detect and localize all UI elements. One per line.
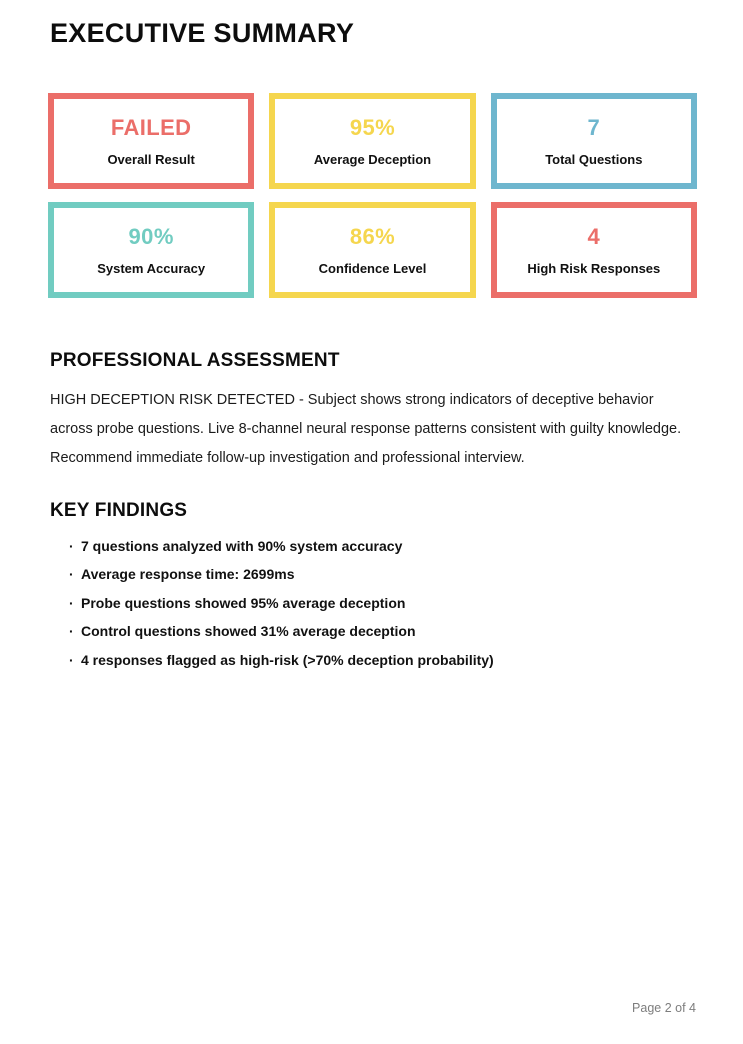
stat-card-overall-result [48, 93, 254, 189]
stat-label-system-accuracy: System Accuracy [97, 260, 206, 276]
assessment-body-text: HIGH DECEPTION RISK DETECTED - Subject shows strong indicators of deceptive behavior across probe questions. Live 8-channel neural response patterns consistent with guilty knowledge. Recommend immediate follow-up investigation and professional interview. [50, 391, 682, 466]
stat-card-average-deception [269, 93, 475, 189]
stat-card-high-risk-responses [491, 202, 697, 298]
stat-label-confidence-level: Confidence Level [318, 260, 427, 276]
page-number: Page 2 of 4 [632, 1001, 696, 1015]
stat-card-total-questions [491, 93, 697, 189]
key-findings-heading: KEY FINDINGS [50, 499, 188, 521]
stat-label-overall-result: Overall Result [107, 151, 195, 167]
stat-value-overall-result: FAILED [110, 114, 192, 140]
key-findings-list [50, 539, 693, 667]
stat-value-confidence-level: 86% [349, 223, 396, 249]
stat-label-total-questions: Total Questions [545, 151, 643, 167]
stat-label-average-deception: Average Deception [313, 151, 432, 167]
page-title: EXECUTIVE SUMMARY [50, 18, 355, 48]
finding-item: · 4 responses flagged as high-risk (>70% deception probability) [68, 653, 693, 667]
stat-card-confidence-level [269, 202, 475, 298]
stat-label-high-risk-responses: High Risk Responses [527, 260, 661, 276]
stat-value-average-deception: 95% [349, 114, 396, 140]
stat-card-system-accuracy [48, 202, 254, 298]
summary-stats-grid [48, 93, 697, 298]
finding-item: · 7 questions analyzed with 90% system accuracy [68, 539, 693, 553]
finding-item: · Probe questions showed 95% average deception [68, 596, 693, 610]
stat-value-system-accuracy: 90% [128, 223, 174, 249]
finding-item: · Average response time: 2699ms [68, 567, 693, 581]
stat-value-total-questions: 7 [587, 114, 601, 140]
finding-item: · Control questions showed 31% average deception [68, 624, 693, 638]
assessment-heading: PROFESSIONAL ASSESSMENT [50, 349, 340, 371]
stat-value-high-risk-responses: 4 [587, 223, 601, 249]
